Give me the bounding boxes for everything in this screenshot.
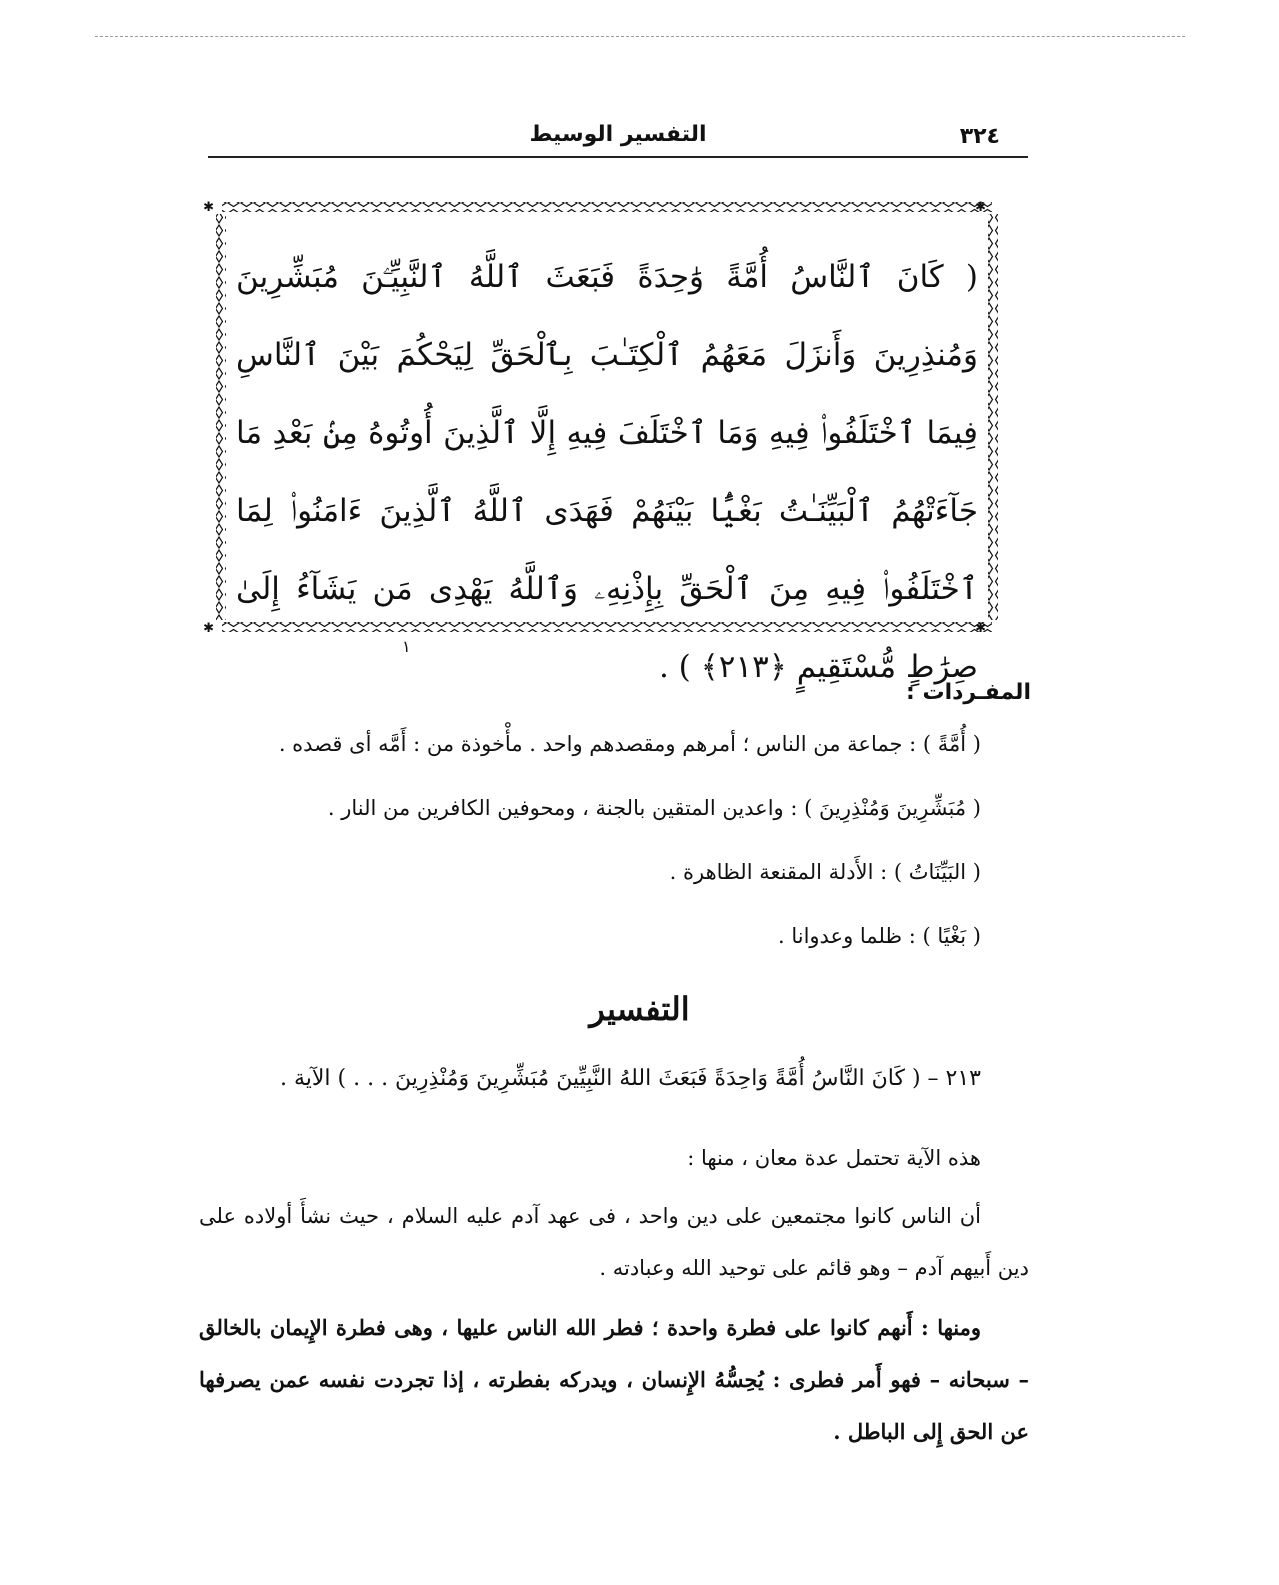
- quran-verse-text: ( كَانَ ٱلنَّاسُ أُمَّةً وَٰحِدَةً فَبَعَثَ ٱللَّهُ ٱلنَّبِيِّـۧنَ مُبَشِّرِينَ وَمُنذِرِينَ وَأَنزَلَ مَعَهُمُ ٱلْكِتَـٰبَ بِٱلْحَقِّ لِيَحْكُمَ بَيْنَ ٱلنَّاسِ فِيمَا ٱخْتَلَفُوا۟ فِيهِ وَمَا ٱخْتَلَفَ فِيهِ إِلَّا ٱلَّذِينَ أُوتُوهُ مِنۢ بَعْدِ مَا جَآءَتْهُمُ ٱلْبَيِّنَـٰتُ بَغْيًۢا بَيْنَهُمْ فَهَدَى ٱللَّهُ ٱلَّذِينَ ءَامَنُوا۟ لِمَا ٱخْتَلَفُوا۟ فِيهِ مِنَ ٱلْحَقِّ بِإِذْنِهِۦ وَٱللَّهُ يَهْدِى مَن يَشَآءُ إِلَىٰ صِرَٰطٍ مُّسْتَقِيمٍ ﴿٢١٣﴾ ) .: [236, 259, 978, 685]
- page-number: ٣٢٤: [959, 124, 1000, 149]
- vocabulary-item: ( أُمَّةً ) : جماعة من الناس ؛ أمرهم ومقصدهم واحد . مأْخوذة من : أَمَّه أى قصده .: [278, 732, 981, 756]
- svg-text:✱: ✱: [203, 200, 214, 215]
- svg-text:✱: ✱: [203, 621, 214, 636]
- vocabulary-item: ( البَيِّنَاتُ ) : الأَدلة المقنعة الظاهرة .: [669, 860, 981, 884]
- paragraph-first-meaning: أن الناس كانوا مجتمعين على دين واحد ، فى عهد آدم عليه السلام ، حيث نشأَ أولاده على دين أَبيهم آدم – وهو قائم على توحيد الله وعبادته .: [199, 1204, 1029, 1280]
- vocabulary-item: ( بَغْيًا ) : ظلما وعدوانا .: [777, 924, 981, 948]
- svg-text:✱: ✱: [975, 200, 986, 215]
- tafsir-heading: التفسير: [589, 990, 690, 1028]
- intro-line: هذه الآية تحتمل عدة معان ، منها :: [687, 1146, 981, 1170]
- paragraph-second-meaning: ومنها : أَنهم كانوا على فطرة واحدة ؛ فطر الله الناس عليها ، وهى فطرة الإِيمان بالخالق – سبحانه – فهو أَمر فطرى : يُحِسُّهُ الإِنسان ، ويدركه بفطرته ، إذا تجردت نفسه عمن يصرفها عن الحق إِلى الباطل .: [199, 1315, 1029, 1444]
- vocabulary-list: [261, 732, 981, 988]
- svg-text:✱: ✱: [975, 621, 986, 636]
- verse-reference: ٢١٣ – ( كَانَ النَّاسُ أُمَّةً وَاحِدَةً فَبَعَثَ اللهُ النَّبِيِّينَ مُبَشِّرِينَ وَمُنْذِرِينَ . . . ) الآية .: [279, 1066, 981, 1091]
- vocabulary-item: ( مُبَشِّرِينَ وَمُنْذِرِينَ ) : واعدين المتقين بالجنة ، ومحوفين الكافرين من النار .: [327, 796, 981, 820]
- running-title: التفسير الوسيط: [529, 122, 707, 147]
- verse-frame: [203, 198, 1000, 685]
- footnote-mark: ١: [402, 637, 411, 656]
- page-header: [208, 122, 1028, 158]
- vocabulary-heading: المفـردات :: [906, 680, 1031, 705]
- scan-edge-line: [95, 36, 1185, 37]
